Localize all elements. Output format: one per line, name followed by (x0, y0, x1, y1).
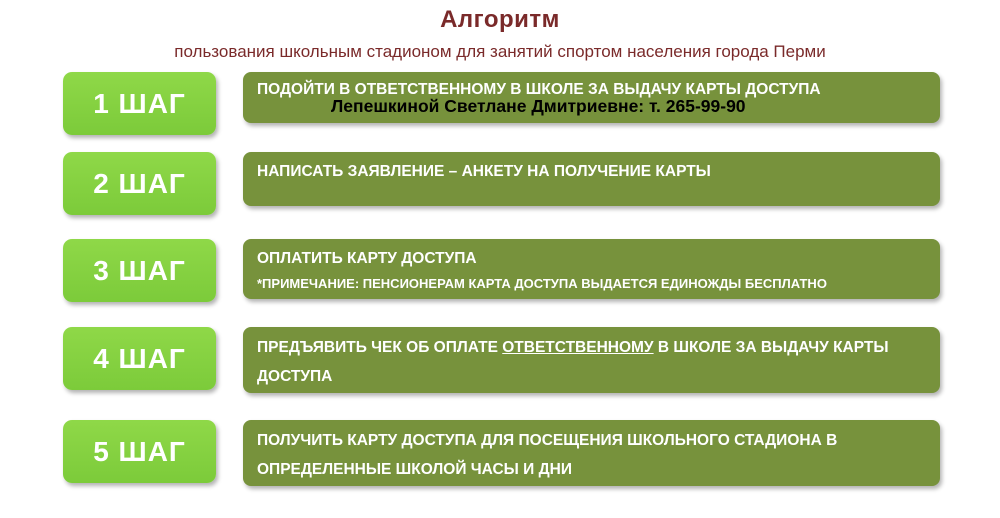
step-1-text: ПОДОЙТИ В ОТВЕТСТВЕННОМУ В ШКОЛЕ ЗА ВЫДАЧУ КАРТЫ ДОСТУПА (257, 81, 821, 98)
step-2-box (243, 152, 940, 206)
step-1-box (243, 72, 940, 123)
step-4-text-underlined: ОТВЕТСТВЕННОМУ (502, 339, 654, 356)
step-4-text (257, 333, 926, 391)
page-title: Алгоритм (440, 6, 560, 33)
step-4-text-end: В ШКОЛЕ ЗА ВЫДАЧУ КАРТЫ ДОСТУПА (257, 339, 889, 385)
step-5-box (243, 420, 940, 486)
page-subtitle: пользования школьным стадионом для занятий спортом населения города Перми (174, 42, 826, 61)
step-3-text: ОПЛАТИТЬ КАРТУ ДОСТУПА (257, 250, 477, 267)
step-3-note: *ПРИМЕЧАНИЕ: ПЕНСИОНЕРАМ КАРТА ДОСТУПА ВЫДАЕТСЯ ЕДИНОЖДЫ БЕСПЛАТНО (257, 276, 827, 291)
step-3-box (243, 239, 940, 299)
step-2-text: НАПИСАТЬ ЗАЯВЛЕНИЕ – АНКЕТУ НА ПОЛУЧЕНИЕ КАРТЫ (257, 163, 711, 180)
step-2-badge: 2 ШАГ (63, 152, 216, 215)
step-3-badge: 3 ШАГ (63, 239, 216, 302)
step-5-badge: 5 ШАГ (63, 420, 216, 483)
step-4-box (243, 327, 940, 393)
step-4-badge: 4 ШАГ (63, 327, 216, 390)
step-4-text-start: ПРЕДЪЯВИТЬ ЧЕК ОБ ОПЛАТЕ (257, 339, 503, 356)
step-1-badge: 1 ШАГ (63, 72, 216, 135)
step-1-contact: Лепешкиной Светлане Дмитриевне: т. 265-99-90 (331, 96, 746, 116)
step-5-text: ПОЛУЧИТЬ КАРТУ ДОСТУПА ДЛЯ ПОСЕЩЕНИЯ ШКОЛЬНОГО СТАДИОНА В ОПРЕДЕЛЕННЫЕ ШКОЛОЙ ЧАСЫ И ДНИ (257, 432, 838, 478)
